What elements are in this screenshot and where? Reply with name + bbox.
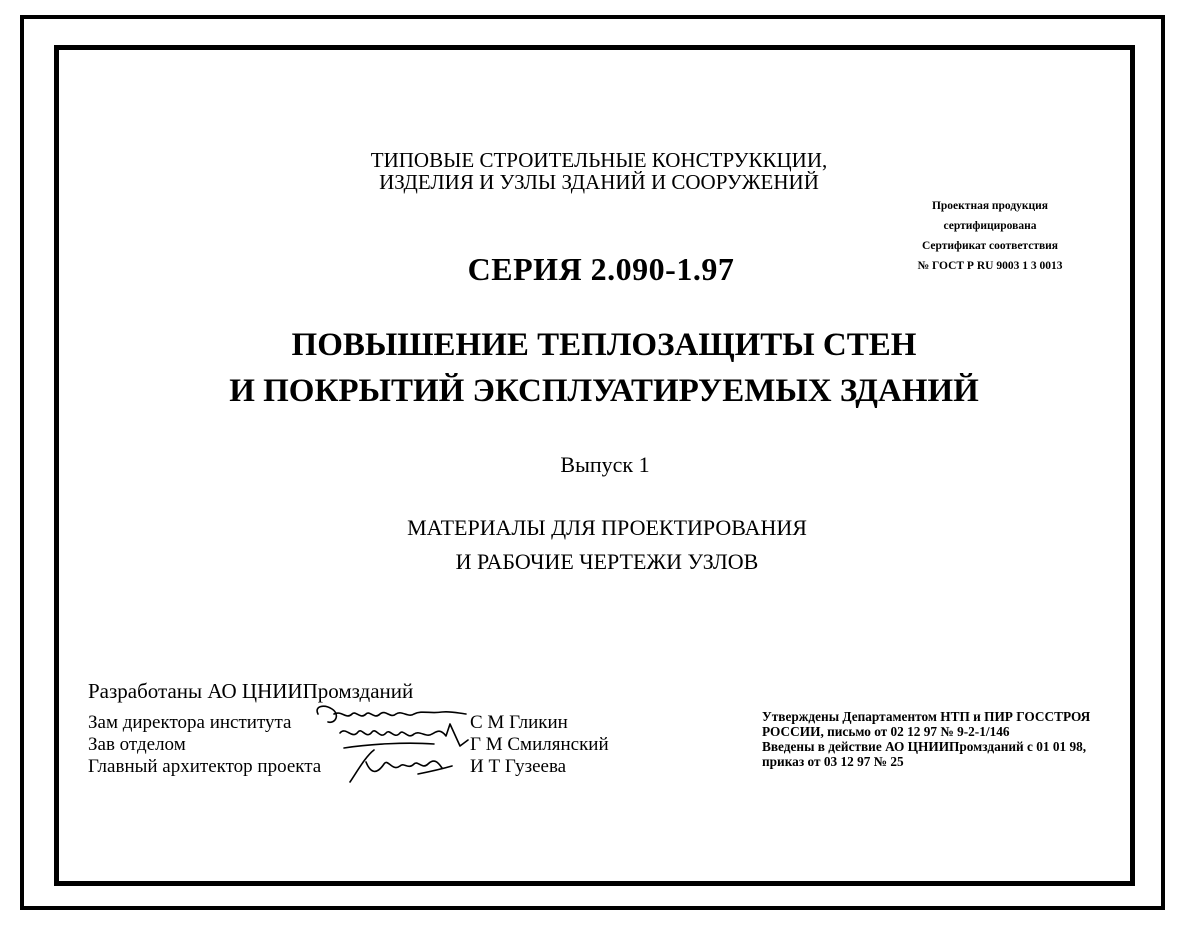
developer-organization: Разработаны АО ЦНИИПромзданий: [88, 679, 414, 703]
approval-line-1: Утверждены Департаментом НТП и ПИР ГОССТРОЯ: [762, 709, 1091, 724]
signatory-role-3: Главный архитектор проекта: [88, 756, 322, 777]
category-line-1: ТИПОВЫЕ СТРОИТЕЛЬНЫЕ КОНСТРУККЦИИ,: [370, 148, 828, 172]
issue-number: [0, 452, 1184, 478]
series-number: [0, 251, 1184, 288]
title-line-2: И ПОКРЫТИЙ ЭКСПЛУАТИРУЕМЫХ ЗДАНИЙ: [229, 373, 979, 409]
certification-line-2: сертифицирована: [943, 220, 1037, 232]
signatory-role-2: Зав отделом: [88, 734, 186, 755]
certification-line-3: Сертификат соответствия: [921, 240, 1059, 252]
approval-line-4: приказ от 03 12 97 № 25: [762, 754, 904, 769]
signatory-role-1: Зам директора института: [88, 712, 292, 733]
materials-subtitle: [0, 511, 1184, 579]
title-line-1: ПОВЫШЕНИЕ ТЕПЛОЗАЩИТЫ СТЕН: [291, 327, 917, 363]
materials-line-1: МАТЕРИАЛЫ ДЛЯ ПРОЕКТИРОВАНИЯ: [407, 515, 807, 540]
certification-line-4: № ГОСТ Р RU 9003 1 3 0013: [917, 260, 1063, 272]
approval-note: [762, 709, 1122, 769]
certification-line-1: Проектная продукция: [931, 200, 1049, 212]
materials-line-2: И РАБОЧИЕ ЧЕРТЕЖИ УЗЛОВ: [455, 549, 759, 574]
document-category-heading: [0, 149, 1184, 193]
signatory-name-2: Г М Смилянский: [470, 734, 609, 755]
category-line-2: ИЗДЕЛИЯ И УЗЛЫ ЗДАНИЙ И СООРУЖЕНИЙ: [379, 170, 819, 194]
signatory-name-3: И Т Гузеева: [470, 756, 567, 777]
approval-line-3: Введены в действие АО ЦНИИПромзданий с 01 01 98,: [762, 739, 1087, 754]
signatory-name-1: С М Гликин: [470, 712, 568, 733]
approval-line-2: РОССИИ, письмо от 02 12 97 № 9-2-1/146: [762, 724, 1010, 739]
series-text: СЕРИЯ 2.090-1.97: [467, 251, 735, 287]
issue-text: Выпуск 1: [560, 452, 650, 477]
handwritten-signatures: [310, 700, 480, 790]
document-title: [0, 322, 1184, 414]
